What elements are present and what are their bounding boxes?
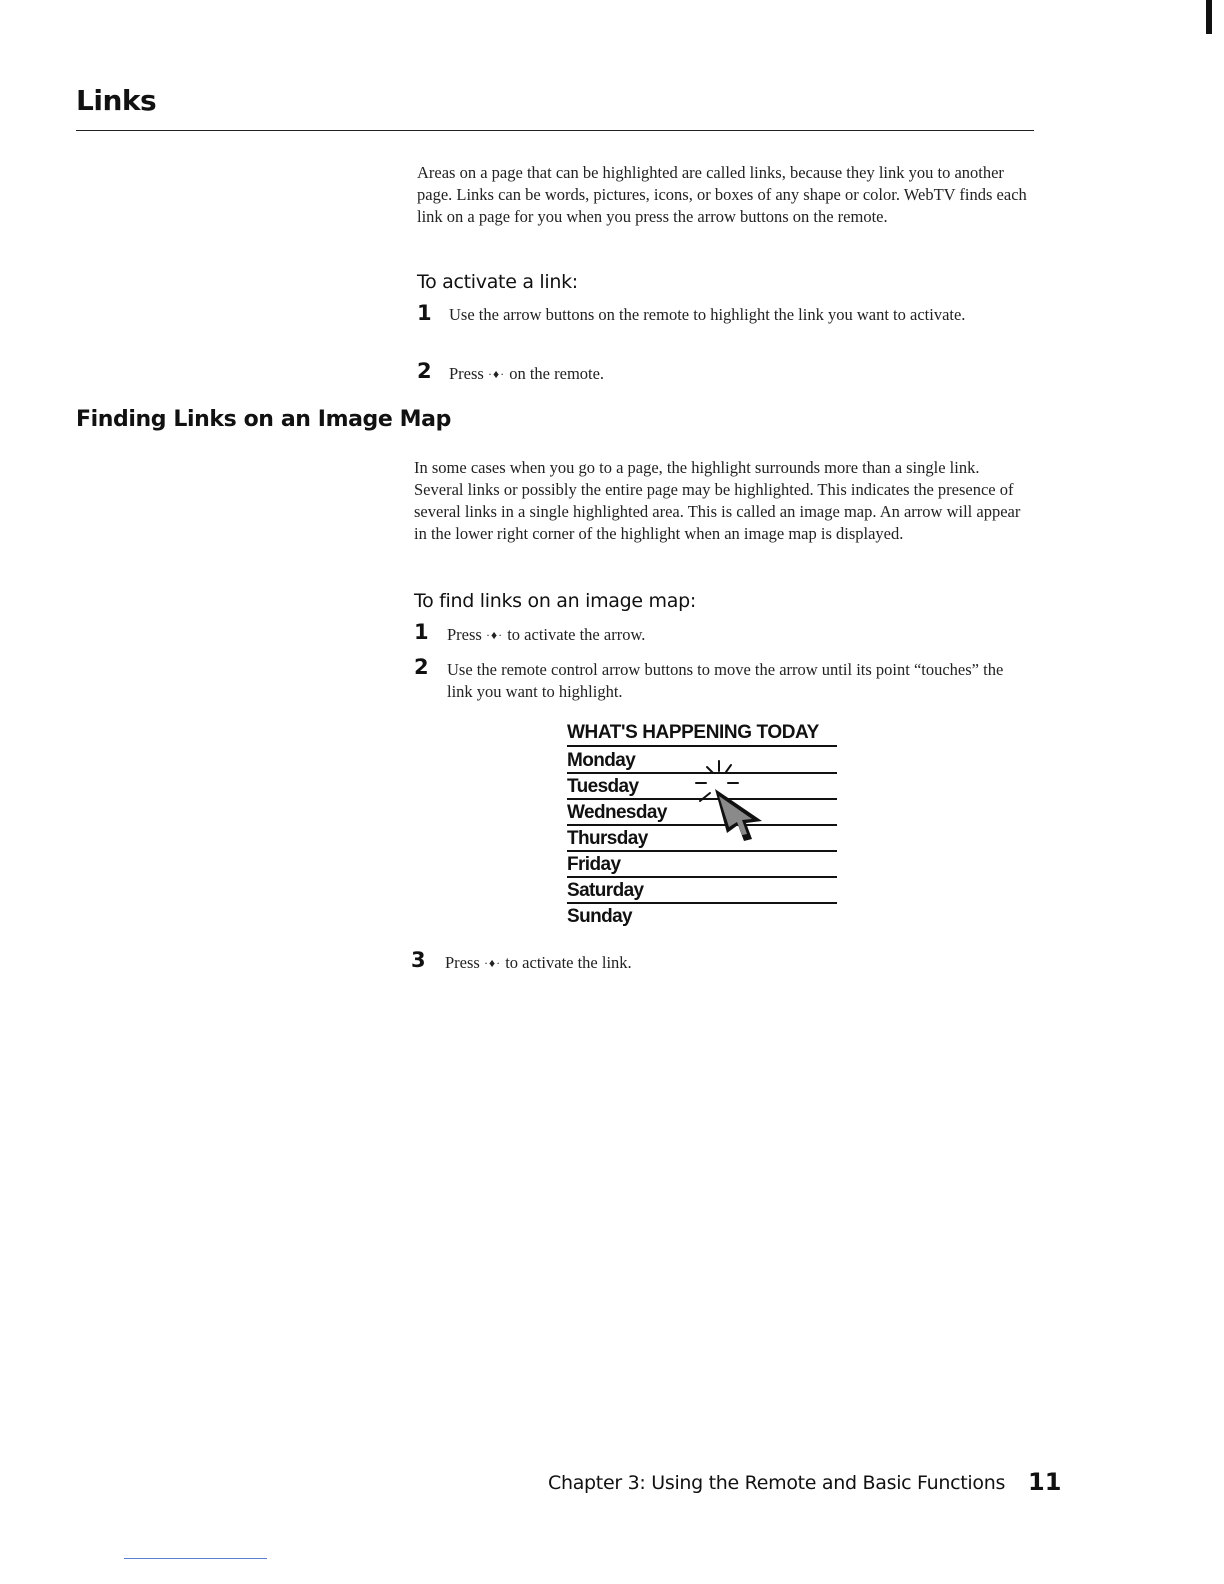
page-edge-mark bbox=[1206, 0, 1212, 34]
step-text-before: Press bbox=[449, 364, 484, 383]
activate-heading: To activate a link: bbox=[417, 271, 578, 293]
step-text-after: to activate the arrow. bbox=[507, 625, 646, 644]
page-title: Links bbox=[76, 84, 157, 117]
cursor-arrow-icon bbox=[690, 755, 770, 845]
map-step-3-text bbox=[445, 952, 632, 974]
links-intro: Areas on a page that can be highlighted are called links, because they link you to another page. Links can be words, pictures, icons, or boxes of any shape or color. WebTV finds each link on a page for you when you press the arrow buttons on the remote. bbox=[417, 163, 1027, 226]
illustration-title: WHAT'S HAPPENING TODAY bbox=[567, 722, 819, 743]
map-step-1-text bbox=[447, 624, 645, 646]
action-button-icon: ·♦· bbox=[487, 367, 506, 381]
activate-step-1-number: 1 bbox=[417, 301, 432, 325]
title-rule bbox=[76, 130, 1034, 131]
action-button-icon: ·♦· bbox=[485, 628, 504, 642]
image-map-heading: Finding Links on an Image Map bbox=[76, 407, 451, 432]
menu-item-friday: Friday bbox=[567, 852, 837, 878]
map-step-3-number: 3 bbox=[411, 948, 426, 972]
activate-step-2-number: 2 bbox=[417, 359, 432, 383]
step-text-after: to activate the link. bbox=[505, 953, 632, 972]
menu-item-sunday: Sunday bbox=[567, 906, 633, 927]
step-text-before: Press bbox=[445, 953, 480, 972]
map-step-2-text: Use the remote control arrow buttons to move the arrow until its point “touches” the link you want to highlight. bbox=[447, 660, 1004, 701]
illustration-title-rule bbox=[567, 745, 837, 747]
step-text-before: Press bbox=[447, 625, 482, 644]
activate-step-1-text: Use the arrow buttons on the remote to highlight the link you want to activate. bbox=[449, 305, 966, 324]
menu-item-tuesday: Tuesday bbox=[567, 774, 837, 800]
image-map-subheading: To find links on an image map: bbox=[414, 590, 696, 612]
menu-item-monday: Monday bbox=[567, 748, 837, 774]
menu-item-wednesday: Wednesday bbox=[567, 800, 837, 826]
page-number: 11 bbox=[1028, 1468, 1062, 1496]
action-button-icon: ·♦· bbox=[483, 956, 502, 970]
map-step-2-number: 2 bbox=[414, 655, 429, 679]
menu-item-saturday: Saturday bbox=[567, 878, 837, 904]
chapter-footer: Chapter 3: Using the Remote and Basic Functions bbox=[548, 1472, 1006, 1494]
menu-item-thursday: Thursday bbox=[567, 826, 837, 852]
bottom-edge-rule bbox=[124, 1558, 267, 1559]
image-map-intro: In some cases when you go to a page, the highlight surrounds more than a single link. Several links or possibly the entire page may be highlighted. This indicates the presence of several links in a single highlighted area. This is called an image map. An arrow will appear in the lower right corner of the highlight when an image map is displayed. bbox=[414, 458, 1021, 543]
step-text-after: on the remote. bbox=[509, 364, 605, 383]
map-step-1-number: 1 bbox=[414, 620, 429, 644]
activate-step-2-text bbox=[449, 363, 604, 385]
